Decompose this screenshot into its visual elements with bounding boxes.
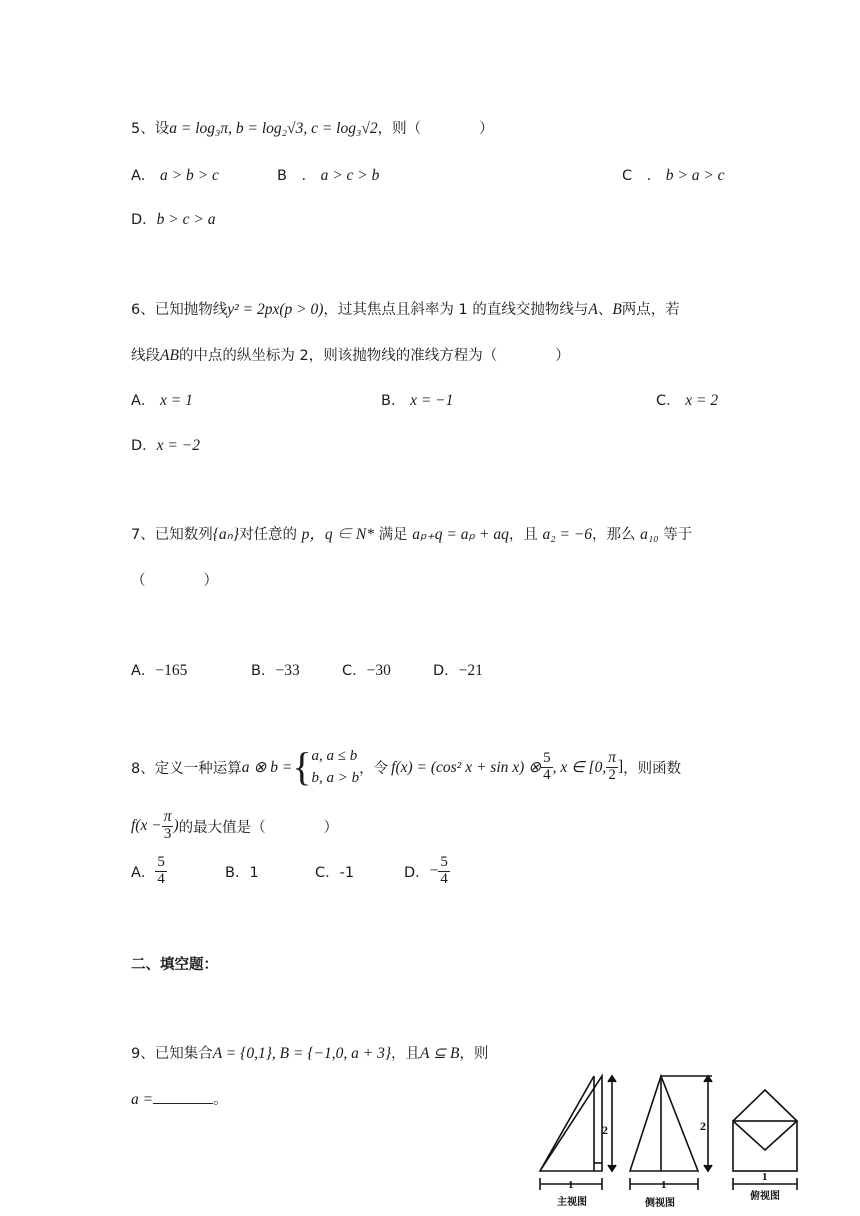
q8-function: f(x) = (cos² x + sin x) ⊗ (391, 758, 542, 776)
front-view-label: 主视图 (557, 1197, 587, 1208)
option-value: −30 (366, 662, 391, 679)
q9-stem-line2 (131, 1088, 228, 1109)
option-label: B． (225, 865, 250, 881)
q6-sep: 、 (597, 302, 613, 318)
q9-stem-line1 (131, 1042, 488, 1063)
q6-line2-prefix: 线段 (131, 348, 160, 364)
q6-mid: ，过其焦点且斜率为 1 的直线交抛物线与 (323, 302, 589, 318)
q7-stem-line1 (131, 522, 692, 544)
q9-prefix: 9、已知集合 (131, 1046, 213, 1062)
option-label: D． (404, 864, 430, 881)
q8-shifted-func: f(x − (131, 817, 162, 834)
q7-mid4: ，那么 (592, 527, 636, 543)
q5-stem (131, 117, 494, 138)
numerator: 5 (543, 749, 551, 766)
q7-option-b (251, 659, 300, 680)
q6-point-b: B (612, 301, 622, 318)
q7-given: a₂ = −6 (542, 526, 593, 543)
three-view-figure (530, 1068, 820, 1213)
option-label: A． (131, 864, 156, 881)
q9-mid: ，且 (391, 1046, 421, 1062)
q6-option-c (656, 389, 718, 410)
numerator: 5 (157, 853, 165, 870)
side-view-label: 侧视图 (645, 1198, 675, 1209)
side-width-label: 1 (661, 1179, 667, 1191)
q7-relation: aₚ₊q = aₚ + aq (412, 526, 509, 543)
option-value: −165 (155, 662, 188, 679)
denominator: 4 (543, 766, 551, 783)
option-label: D． (433, 663, 459, 679)
option-value: b > c > a (156, 211, 216, 228)
q7-pq: p，q ∈ N* (301, 526, 375, 543)
q5-suffix: ，则（ ） (377, 121, 494, 137)
denominator: 3 (163, 825, 172, 842)
front-width-label: 1 (568, 1179, 574, 1191)
q8-option-b (225, 861, 259, 882)
option-fraction (155, 855, 167, 888)
q7-target: a₁₀ (640, 526, 659, 543)
front-height-label: 2 (602, 1123, 608, 1137)
q6-tail: 两点，若 (621, 302, 680, 318)
option-value: a > b > c (160, 167, 219, 184)
q9-sets: A = {0,1}, B = {−1,0, a + 3} (212, 1045, 392, 1062)
option-value: x = 2 (685, 392, 719, 409)
q7-mid2: 满足 (378, 527, 408, 543)
q8-cases (312, 745, 360, 789)
numerator: 5 (440, 853, 448, 870)
option-fraction (438, 855, 450, 888)
option-label: C． (342, 663, 367, 679)
denominator: 4 (157, 870, 165, 887)
q5-prefix: 5、设 (131, 121, 170, 137)
q7-option-c (342, 659, 391, 680)
q8-frac-pi-half (606, 750, 618, 783)
option-label: C． (315, 865, 340, 881)
q7-prefix: 7、已知数列 (131, 527, 213, 543)
q8-paren-close: ) (173, 817, 179, 834)
q7-option-a (131, 659, 187, 680)
q8-frac-five-fourths (541, 751, 553, 784)
numerator: π (163, 808, 172, 826)
q5-option-a (131, 164, 219, 185)
q8-domain: , x ∈ [0, (552, 758, 607, 776)
denominator: 4 (440, 870, 448, 887)
option-label: A． (131, 663, 156, 679)
q7-option-d (433, 659, 483, 680)
q9-variable: a = (131, 1091, 154, 1108)
q8-case2: b, a > b (311, 770, 360, 786)
option-value: x = −1 (410, 392, 454, 409)
q6-option-a (131, 389, 193, 410)
option-label: B ． (277, 168, 316, 184)
q6-option-d (131, 434, 200, 455)
option-label: D． (131, 438, 157, 454)
option-value: −21 (458, 662, 483, 679)
q8-mid: ，令 (359, 760, 389, 777)
option-label: A． (131, 168, 156, 184)
q9-end: 。 (213, 1092, 228, 1108)
q6-line2-suffix: 的中点的纵坐标为 2，则该抛物线的准线方程为（ ） (178, 348, 570, 364)
q7-sequence: {aₙ} (212, 526, 240, 543)
option-value: -1 (339, 865, 355, 881)
q9-subset: A ⊆ B (420, 1045, 460, 1062)
q7-mid1: 对任意的 (239, 527, 298, 543)
option-value: x = −2 (156, 437, 200, 454)
q6-option-b (381, 389, 453, 410)
q8-prefix: 8、定义一种运算 (131, 760, 242, 777)
q8-domain-end: ] (617, 758, 624, 775)
q8-case1: a, a ≤ b (311, 748, 358, 764)
option-value: 1 (249, 865, 259, 881)
brace-symbol: { (292, 744, 312, 789)
q6-stem-line1 (131, 298, 680, 319)
q6-point-a: A (588, 301, 598, 318)
q8-option-d (404, 850, 450, 892)
q8-stem-line1 (131, 742, 681, 792)
q7-tail: 等于 (663, 527, 693, 543)
option-label: C． (656, 393, 681, 409)
option-label: B． (251, 663, 276, 679)
q6-prefix: 6、已知抛物线 (131, 302, 228, 318)
option-sign: − (429, 862, 439, 879)
top-width-label: 1 (762, 1171, 768, 1183)
q5-formula: a = log₃π, b = log₂√3, c = log₃√2 (169, 120, 378, 137)
option-label: C ． (622, 168, 662, 184)
option-value: x = 1 (160, 392, 193, 409)
side-height-label: 2 (700, 1119, 706, 1133)
q5-option-b (277, 164, 379, 185)
q8-option-c (315, 861, 354, 882)
answer-blank[interactable] (153, 1103, 213, 1104)
section-title: 二、填空题： (131, 957, 218, 973)
option-value: a > c > b (320, 167, 380, 184)
q9-tail: ，则 (459, 1046, 489, 1062)
q5-option-d (131, 208, 215, 229)
option-value: b > a > c (665, 167, 725, 184)
q8-stem-line2 (131, 805, 338, 847)
q8-option-a (131, 850, 167, 892)
q8-frac-pi-third (162, 809, 174, 842)
q6-segment: AB (160, 347, 179, 364)
option-label: A． (131, 393, 156, 409)
option-label: D． (131, 212, 157, 228)
top-view-label: 俯视图 (750, 1191, 780, 1202)
option-label: B． (381, 393, 406, 409)
q8-operation: a ⊗ b = (241, 758, 293, 776)
numerator: π (608, 749, 616, 767)
q8-line2-suffix: 的最大值是（ ） (178, 819, 339, 836)
q6-formula: y² = 2px(p > 0) (227, 301, 324, 318)
q7-mid3: ，且 (508, 527, 538, 543)
q8-tail: ，则函数 (623, 760, 682, 777)
q7-stem-line2: （ ） (131, 573, 218, 589)
q6-stem-line2 (131, 344, 570, 365)
denominator: 2 (608, 766, 616, 783)
option-value: −33 (275, 662, 300, 679)
side-view-drawing (630, 1076, 712, 1190)
q5-option-c (622, 164, 725, 185)
